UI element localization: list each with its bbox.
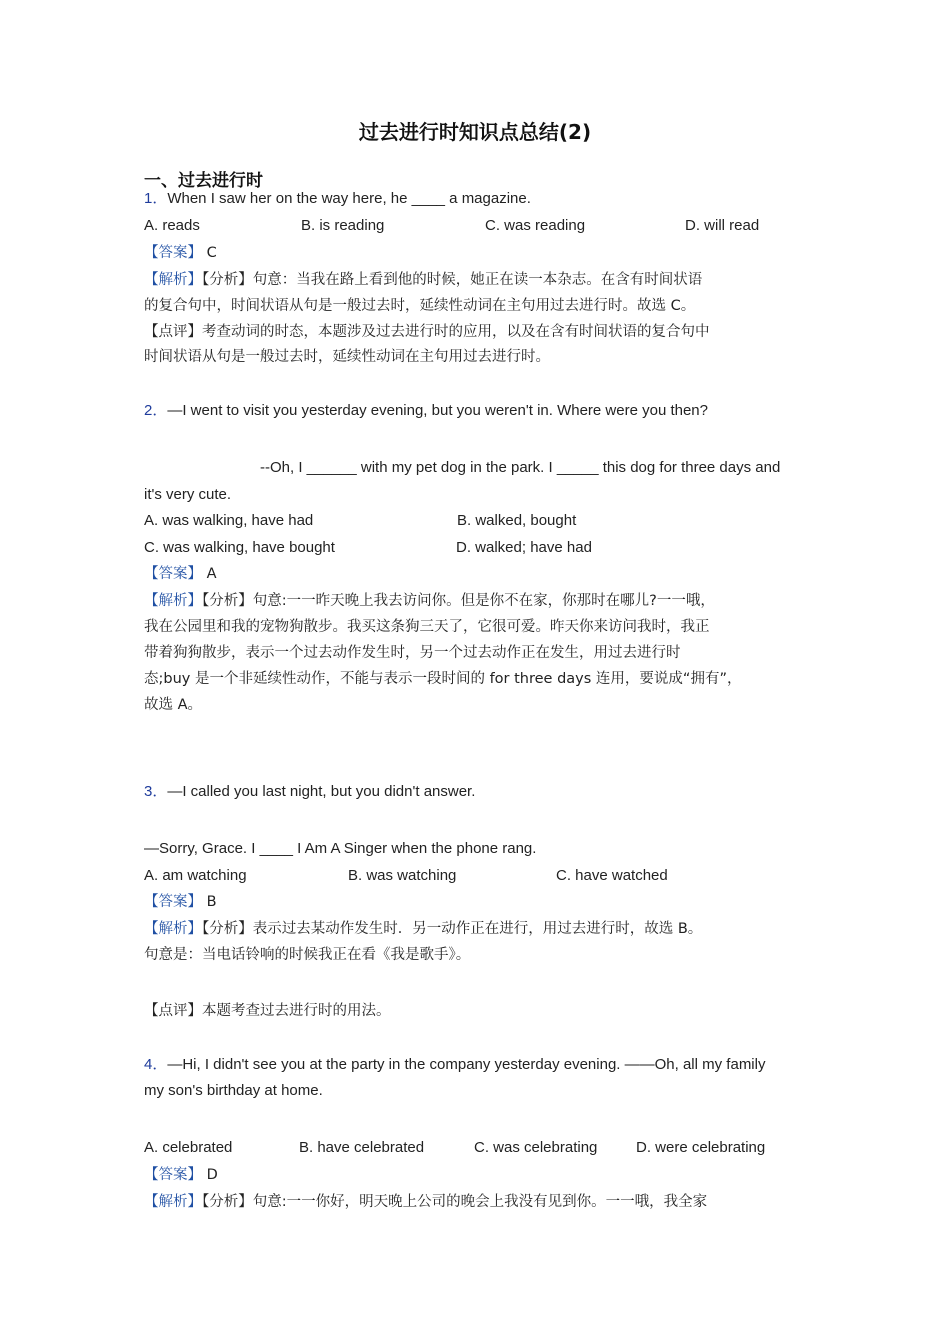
- analysis-text: 的复合句中，时间状语从句是一般过去时，延续性动词在主句用过去进行时。故选 C。: [144, 298, 696, 314]
- analysis-tag: 【解析】: [144, 593, 202, 609]
- answer-line: [144, 892, 217, 912]
- analysis-text: 我在公园里和我的宠物狗散步。我买这条狗三天了，它很可爱。昨天你来访问我时，我正: [144, 619, 710, 635]
- analysis-text: 态;buy 是一个非延续性动作，不能与表示一段时间的 for three days 连用，要说成“拥有”，: [144, 671, 742, 687]
- question-1: [144, 189, 531, 209]
- option-b: B. is reading: [301, 217, 385, 234]
- option-c: C. have watched: [556, 867, 668, 884]
- analysis-line: [144, 1192, 707, 1212]
- comment-text: 【点评】考查动词的时态，本题涉及过去进行时的应用，以及在含有时间状语的复合句中: [144, 324, 710, 340]
- answer-value: A: [206, 566, 217, 582]
- analysis-text: 带着狗狗散步，表示一个过去动作发生时，另一个过去动作正在发生，用过去进行时: [144, 645, 681, 661]
- answer-value: D: [206, 1167, 218, 1183]
- answer-tag: 【答案】: [144, 245, 202, 261]
- option-a: A. am watching: [144, 867, 247, 884]
- answer-line: [144, 564, 217, 584]
- option-d: D. will read: [685, 217, 760, 234]
- question-reply: --Oh, I ______ with my pet dog in the park. I _____ this dog for three days and: [260, 459, 781, 476]
- analysis-tag: 【解析】: [144, 921, 202, 937]
- answer-value: C: [206, 245, 217, 261]
- question-number: 4．: [144, 1056, 168, 1073]
- option-d: D. were celebrating: [636, 1139, 766, 1156]
- section-heading: 一、过去进行时: [144, 171, 263, 191]
- analysis-text: 故选 A。: [144, 697, 203, 713]
- document-title: 过去进行时知识点总结(2): [358, 120, 592, 144]
- analysis-text: 【分析】句意：当我在路上看到他的时候，她正在读一本杂志。在含有时间状语: [202, 272, 703, 288]
- analysis-line: [144, 270, 702, 290]
- question-number: 2．: [144, 402, 168, 419]
- option-b: B. have celebrated: [299, 1139, 425, 1156]
- option-c: C. was reading: [485, 217, 586, 234]
- analysis-text: 【分析】表示过去某动作发生时．另一动作正在进行，用过去进行时，故选 B。: [202, 921, 703, 937]
- question-4: [144, 1055, 765, 1075]
- question-number: 1．: [144, 190, 168, 207]
- option-c: C. was celebrating: [474, 1139, 598, 1156]
- question-3: [144, 782, 475, 802]
- analysis-tag: 【解析】: [144, 1194, 202, 1210]
- option-a: A. celebrated: [144, 1139, 233, 1156]
- analysis-tag: 【解析】: [144, 272, 202, 288]
- comment-text: 时间状语从句是一般过去时，延续性动词在主句用过去进行时。: [144, 349, 550, 365]
- analysis-text: 【分析】句意:一一昨天晚上我去访问你。但是你不在家，你那时在哪儿?一一哦，: [202, 593, 715, 609]
- question-stem: When I saw her on the way here, he ____ a magazine.: [167, 190, 531, 207]
- option-d: D. walked; have had: [456, 539, 592, 556]
- analysis-text: 句意是：当电话铃响的时候我正在看《我是歌手》。: [144, 947, 471, 963]
- option-b: B. walked, bought: [457, 512, 577, 529]
- answer-line: [144, 1165, 218, 1185]
- question-number: 3．: [144, 783, 168, 800]
- analysis-line: [144, 591, 715, 611]
- question-reply: —Sorry, Grace. I ____ I Am A Singer when the phone rang.: [144, 840, 537, 857]
- answer-tag: 【答案】: [144, 1167, 202, 1183]
- question-stem: —Hi, I didn't see you at the party in the company yesterday evening. ——Oh, all my family: [167, 1056, 766, 1073]
- question-stem: —I went to visit you yesterday evening, but you weren't in. Where were you then?: [167, 402, 708, 419]
- option-a: A. reads: [144, 217, 200, 234]
- answer-line: [144, 243, 217, 263]
- option-a: A. was walking, have had: [144, 512, 314, 529]
- answer-tag: 【答案】: [144, 894, 202, 910]
- question-stem: my son's birthday at home.: [144, 1082, 323, 1099]
- comment-text: 【点评】本题考查过去进行时的用法。: [144, 1003, 391, 1019]
- question-2: [144, 401, 708, 421]
- option-b: B. was watching: [348, 867, 457, 884]
- option-c: C. was walking, have bought: [144, 539, 335, 556]
- question-stem: —I called you last night, but you didn't answer.: [167, 783, 476, 800]
- answer-value: B: [206, 894, 217, 910]
- analysis-line: [144, 919, 702, 939]
- answer-tag: 【答案】: [144, 566, 202, 582]
- analysis-text: 【分析】句意:一一你好，明天晚上公司的晚会上我没有见到你。一一哦，我全家: [202, 1194, 708, 1210]
- question-reply: it's very cute.: [144, 486, 232, 503]
